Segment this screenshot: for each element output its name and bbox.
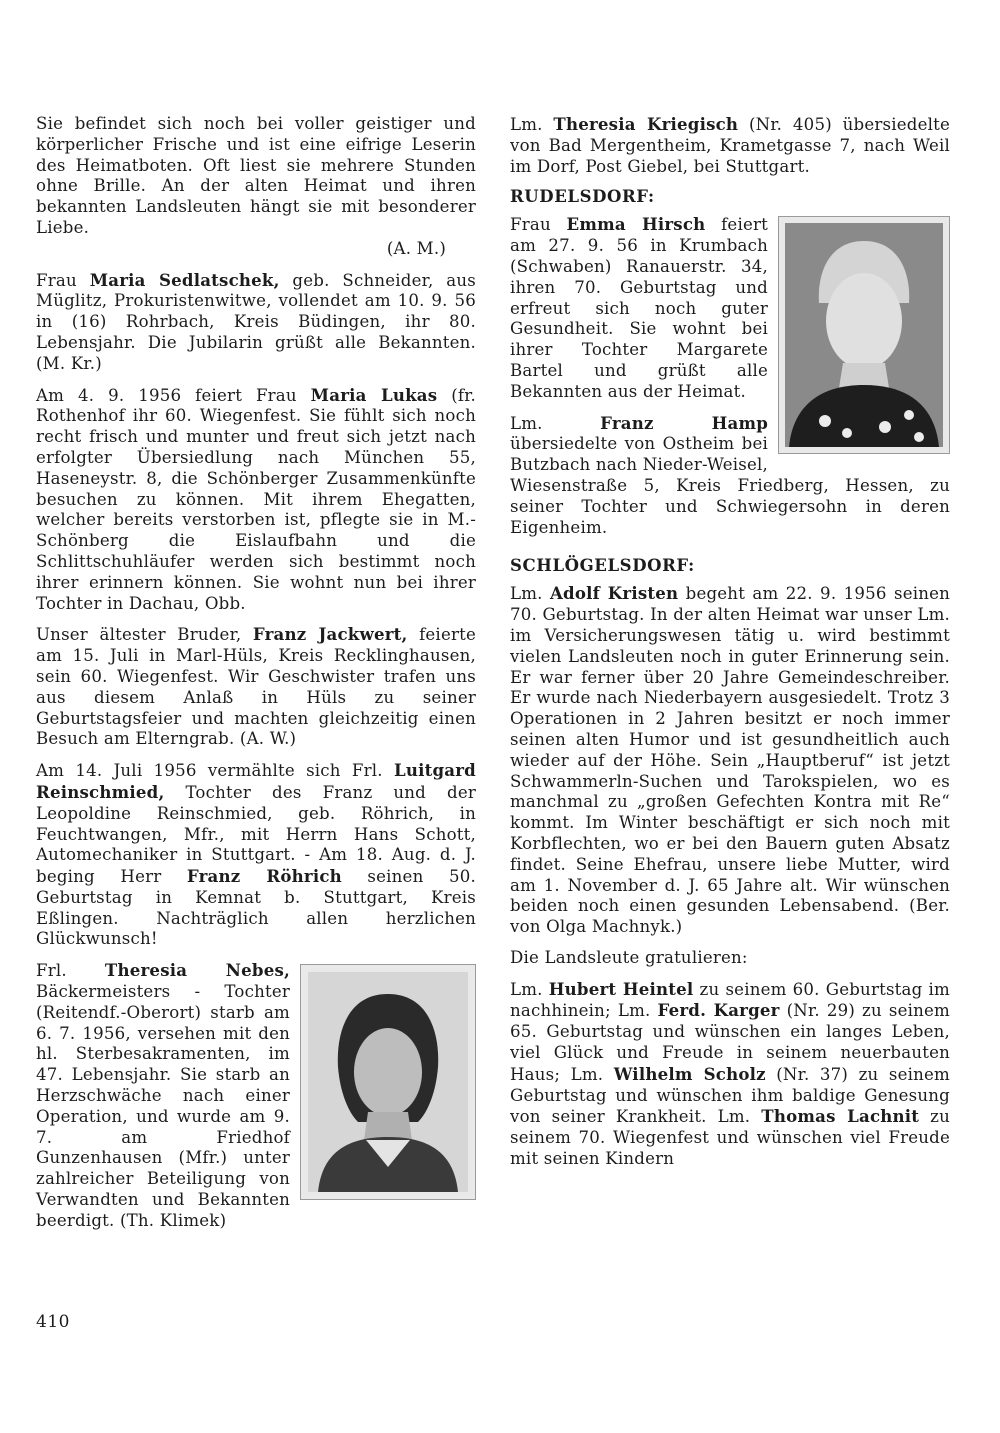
person-name: Maria Sedlatschek, <box>89 269 280 290</box>
article-paragraph: Lm. Franz Hamp übersiedelte von Ostheim bei Butzbach nach Nieder-Weisel, Wiesenstraße 5, Kreis Friedberg, Hessen, zu seiner Tochter und Schwiegersohn in deren Eigenheim. <box>510 412 950 537</box>
person-name: Hubert Heintel <box>548 978 694 999</box>
article-paragraph: Lm. Hubert Heintel zu seinem 60. Geburtstag im nachhinein; Lm. Ferd. Karger (Nr. 29) zu seinem 65. Geburtstag und wünschen ein langes Leben, viel Glück und Freude in seinem neuerbauten Haus; Lm. Wilhelm Scholz (Nr. 37) zu seinem Geburtstag und wünschen ihm baldige Genesung von seiner Krankheit. Lm. Thomas Lachnit zu seinem 70. Wiegenfest und wünschen viel Freude mit seinen Kindern <box>510 978 950 1169</box>
left-column <box>36 114 476 1242</box>
person-name: Maria Lukas <box>310 384 438 405</box>
person-name: Ferd. Karger <box>657 1000 780 1021</box>
article-paragraph: Lm. Theresia Kriegisch (Nr. 405) übersiedelte von Bad Mergentheim, Krametgasse 7, nach Weil im Dorf, Post Giebel, bei Stuttgart. <box>510 114 950 176</box>
person-name: Theresia Nebes, <box>104 960 290 981</box>
article-paragraph: Am 4. 9. 1956 feiert Frau Maria Lukas (fr. Rothenhof ihr 60. Wiegenfest. Sie fühlt sich noch recht frisch und munter und freut sich jetzt nach erfolgter Übersiedlung nach München 55, Haseneystr. 8, die Schönberger Zusammenkünfte besuchen zu können. Mit ihrem Ehegatten, welcher bereits verstorben ist, pflegte sie in M.-Schönberg die Eislaufbahn und die Schlittschuhläufer werden sich bestimmt noch ihrer erinnern können. Sie wohnt nun bei ihrer Tochter in Dachau, Obb. <box>36 384 476 613</box>
article-paragraph: Frau Maria Sedlatschek, geb. Schneider, aus Müglitz, Prokuristenwitwe, vollendet am 10. 9. 56 in (16) Rohrbach, Kreis Büdingen, ihr 80. Lebensjahr. Die Jubilarin grüßt alle Bekannten. (M. Kr.) <box>36 269 476 373</box>
page-number: 410 <box>36 1312 70 1332</box>
article-paragraph: Am 14. Juli 1956 vermählte sich Frl. Luitgard Reinschmied, Tochter des Franz und der Leopoldine Reinschmied, geb. Röhrich, in Feuchtwangen, Mfr., mit Herrn Hans Schott, Automechaniker in Stuttgart. - Am 18. Aug. d. J. beging Herr Franz Röhrich seinen 50. Geburtstag in Kemnat b. Stuttgart, Kreis Eßlingen. Nachträglich allen herzlichen Glückwunsch! <box>36 760 476 949</box>
person-name: Franz Röhrich <box>186 866 342 887</box>
person-name: Wilhelm Scholz <box>613 1063 766 1084</box>
person-name: Thomas Lachnit <box>761 1106 920 1127</box>
author-initials: (A. M.) <box>386 238 446 258</box>
right-column <box>510 114 950 1180</box>
person-name: Franz Jackwert, <box>252 624 408 645</box>
article-paragraph: Sie befindet sich noch bei voller geistiger und körperlicher Frische und ist eine eifrige Leserin des Heimatboten. Oft liest sie mehrere Stunden ohne Brille. An der alten Heimat und ihren bekannten Landsleuten hängt sie mit besonderer Liebe. <box>36 114 476 237</box>
article-paragraph: Frau Emma Hirsch feiert am 27. 9. 56 in Krumbach (Schwaben) Ranauerstr. 34, ihren 70. Geburtstag und erfreut sich noch guter Gesundheit. Sie wohnt bei ihrer Tochter Margarete Bartel und grüßt alle Bekannten aus der Heimat. <box>510 214 768 401</box>
person-name: Franz Hamp <box>600 412 769 433</box>
person-name: Adolf Kristen <box>549 583 679 604</box>
article-paragraph: Unser ältester Bruder, Franz Jackwert, feierte am 15. Juli in Marl-Hüls, Kreis Recklinghausen, sein 60. Wiegenfest. Wir Geschwister trafen uns aus diesem Anlaß in Hüls zu seiner Geburtstagsfeier und machten gleichzeitig einen Besuch am Elterngrab. (A. W.) <box>36 624 476 749</box>
person-name: Emma Hirsch <box>566 214 706 235</box>
section-heading: RUDELSDORF: <box>510 187 655 207</box>
article-paragraph: Lm. Adolf Kristen begeht am 22. 9. 1956 seinen 70. Geburtstag. In der alten Heimat war unser Lm. im Versicherungswesen tätig u. wird bestimmt vielen Landsleuten noch in guter Erinnerung sein. Er war ferner über 20 Jahre Gemeindeschreiber. Er wurde nach Niederbayern ausgesiedelt. Trotz 3 Operationen in 2 Jahren besitzt er noch immer seinen alten Humor und ist gesundheitlich auch wieder auf der Höhe. Sein „Hauptberuf“ ist jetzt Schwammerln-Suchen und Tarokspielen, wo es manchmal zu „großen Gefechten Kontra mit Re“ kommt. Im Winter beschäftigt er sich noch mit Korbflechten, wo er bei den Bauern guten Absatz findet. Seine Ehefrau, unsere liebe Mutter, wird am 1. November d. J. 65 Jahre alt. Wir wünschen beiden noch einen gesunden Lebensabend. (Ber. von Olga Machnyk.) <box>510 583 951 937</box>
portrait-woman-icon <box>308 972 468 1192</box>
article-paragraph: Die Landsleute gratulieren: <box>510 947 748 967</box>
person-name: Theresia Kriegisch <box>553 114 739 134</box>
article-paragraph: Frl. Theresia Nebes, Bäckermeisters - Tochter (Reitendf.-Oberort) starb am 6. 7. 1956, versehen mit den hl. Sterbesakramenten, im 47. Lebensjahr. Sie starb an Herzschwäche nach einer Operation, und wurde am 9. 7. am Friedhof Gunzenhausen (Mfr.) unter zahlreicher Beteiligung von Verwandten und Bekannten beerdigt. (Th. Klimek) <box>36 960 290 1230</box>
section-heading: SCHLÖGELSDORF: <box>510 556 695 576</box>
portrait-photo <box>778 216 950 454</box>
person-name: Luitgard Reinschmied, <box>36 760 476 802</box>
portrait-photo <box>300 964 476 1200</box>
portrait-woman-icon <box>785 223 943 447</box>
